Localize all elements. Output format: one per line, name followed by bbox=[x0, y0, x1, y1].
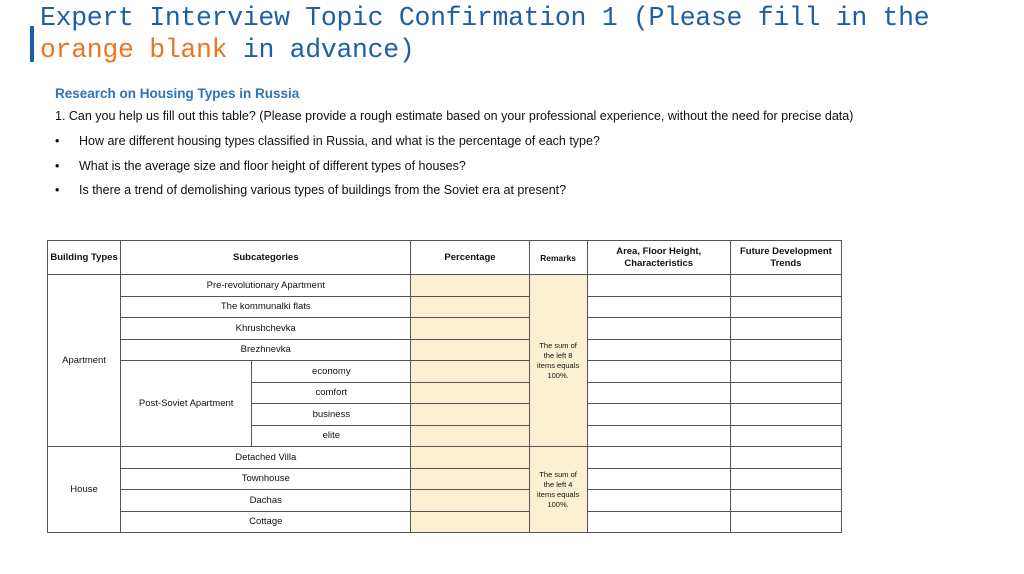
table-row bbox=[48, 490, 842, 512]
title-accent-bar bbox=[30, 26, 34, 62]
table-row bbox=[48, 275, 842, 297]
area-input-cell[interactable] bbox=[587, 490, 730, 512]
table-row bbox=[48, 361, 842, 383]
table-row bbox=[48, 296, 842, 318]
percentage-input-cell[interactable] bbox=[411, 490, 529, 512]
area-input-cell[interactable] bbox=[587, 318, 730, 340]
percentage-input-cell[interactable] bbox=[411, 468, 529, 490]
housing-types-table bbox=[47, 240, 842, 533]
area-input-cell[interactable] bbox=[587, 339, 730, 361]
table-header-row bbox=[48, 241, 842, 275]
future-input-cell[interactable] bbox=[730, 511, 841, 533]
remark-text: The sum of the left 4 items equals 100%. bbox=[537, 469, 580, 509]
future-input-cell[interactable] bbox=[730, 318, 841, 340]
future-input-cell[interactable] bbox=[730, 382, 841, 404]
subcategory-cell: Dachas bbox=[121, 490, 411, 512]
area-input-cell[interactable] bbox=[587, 511, 730, 533]
subcategory-cell: Brezhnevka bbox=[121, 339, 411, 361]
table-row bbox=[48, 468, 842, 490]
area-input-cell[interactable] bbox=[587, 468, 730, 490]
subcategory-cell: The kommunalki flats bbox=[121, 296, 411, 318]
building-type-house: House bbox=[48, 447, 121, 533]
percentage-input-cell[interactable] bbox=[411, 447, 529, 469]
percentage-input-cell[interactable] bbox=[411, 361, 529, 383]
percentage-input-cell[interactable] bbox=[411, 318, 529, 340]
percentage-input-cell[interactable] bbox=[411, 275, 529, 297]
future-input-cell[interactable] bbox=[730, 490, 841, 512]
header-percentage: Percentage bbox=[411, 241, 529, 275]
future-input-cell[interactable] bbox=[730, 361, 841, 383]
percentage-input-cell[interactable] bbox=[411, 382, 529, 404]
future-input-cell[interactable] bbox=[730, 296, 841, 318]
subcategory-tier-cell: elite bbox=[252, 425, 411, 447]
bullet-marker: • bbox=[55, 134, 60, 148]
table-row bbox=[48, 511, 842, 533]
remark-apartment bbox=[529, 275, 587, 447]
area-input-cell[interactable] bbox=[587, 275, 730, 297]
percentage-input-cell[interactable] bbox=[411, 339, 529, 361]
header-building-types: Building Types bbox=[48, 241, 121, 275]
question-1: 1. Can you help us fill out this table? (Please provide a rough estimate based on your professional experience, without the need for precise data) bbox=[55, 109, 854, 123]
bullet-marker: • bbox=[55, 183, 60, 197]
subcategory-tier-cell: economy bbox=[252, 361, 411, 383]
bullet-text: What is the average size and floor height of different types of houses? bbox=[79, 158, 466, 173]
area-input-cell[interactable] bbox=[587, 296, 730, 318]
header-remarks: Remarks bbox=[529, 241, 587, 275]
percentage-input-cell[interactable] bbox=[411, 425, 529, 447]
subcategory-cell: Townhouse bbox=[121, 468, 411, 490]
bullet-item bbox=[55, 159, 600, 184]
table-row bbox=[48, 447, 842, 469]
future-input-cell[interactable] bbox=[730, 468, 841, 490]
subcategory-tier-cell: comfort bbox=[252, 382, 411, 404]
area-input-cell[interactable] bbox=[587, 404, 730, 426]
future-input-cell[interactable] bbox=[730, 275, 841, 297]
table-row bbox=[48, 339, 842, 361]
header-area: Area, Floor Height, Characteristics bbox=[587, 241, 730, 275]
header-future: Future Development Trends bbox=[730, 241, 841, 275]
bullet-marker: • bbox=[55, 158, 60, 173]
subcategory-cell: Pre-revolutionary Apartment bbox=[121, 275, 411, 297]
percentage-input-cell[interactable] bbox=[411, 404, 529, 426]
header-subcategories: Subcategories bbox=[121, 241, 411, 275]
area-input-cell[interactable] bbox=[587, 447, 730, 469]
bullet-list bbox=[55, 134, 600, 208]
percentage-input-cell[interactable] bbox=[411, 296, 529, 318]
title-part-1: Expert Interview Topic Confirmation 1 (Please fill in the bbox=[40, 3, 930, 33]
subcategory-cell: Detached Villa bbox=[121, 447, 411, 469]
table-row bbox=[48, 318, 842, 340]
future-input-cell[interactable] bbox=[730, 425, 841, 447]
section-subtitle: Research on Housing Types in Russia bbox=[55, 86, 300, 101]
title-highlight: orange blank bbox=[40, 35, 228, 65]
bullet-item bbox=[55, 183, 600, 208]
subcategory-tier-cell: business bbox=[252, 404, 411, 426]
title-part-3: in advance) bbox=[227, 35, 415, 65]
subcategory-cell: Khrushchevka bbox=[121, 318, 411, 340]
future-input-cell[interactable] bbox=[730, 339, 841, 361]
area-input-cell[interactable] bbox=[587, 425, 730, 447]
remark-text: The sum of the left 8 items equals 100%. bbox=[537, 340, 580, 380]
area-input-cell[interactable] bbox=[587, 361, 730, 383]
remark-house bbox=[529, 447, 587, 533]
subcategory-cell: Cottage bbox=[121, 511, 411, 533]
building-type-apartment: Apartment bbox=[48, 275, 121, 447]
page-title bbox=[40, 2, 1000, 66]
area-input-cell[interactable] bbox=[587, 382, 730, 404]
future-input-cell[interactable] bbox=[730, 447, 841, 469]
future-input-cell[interactable] bbox=[730, 404, 841, 426]
bullet-text: Is there a trend of demolishing various types of buildings from the Soviet era at present? bbox=[79, 183, 567, 197]
subcategory-post-soviet: Post-Soviet Apartment bbox=[121, 361, 252, 447]
bullet-text: How are different housing types classified in Russia, and what is the percentage of each type? bbox=[79, 134, 600, 148]
bullet-item bbox=[55, 134, 600, 159]
percentage-input-cell[interactable] bbox=[411, 511, 529, 533]
